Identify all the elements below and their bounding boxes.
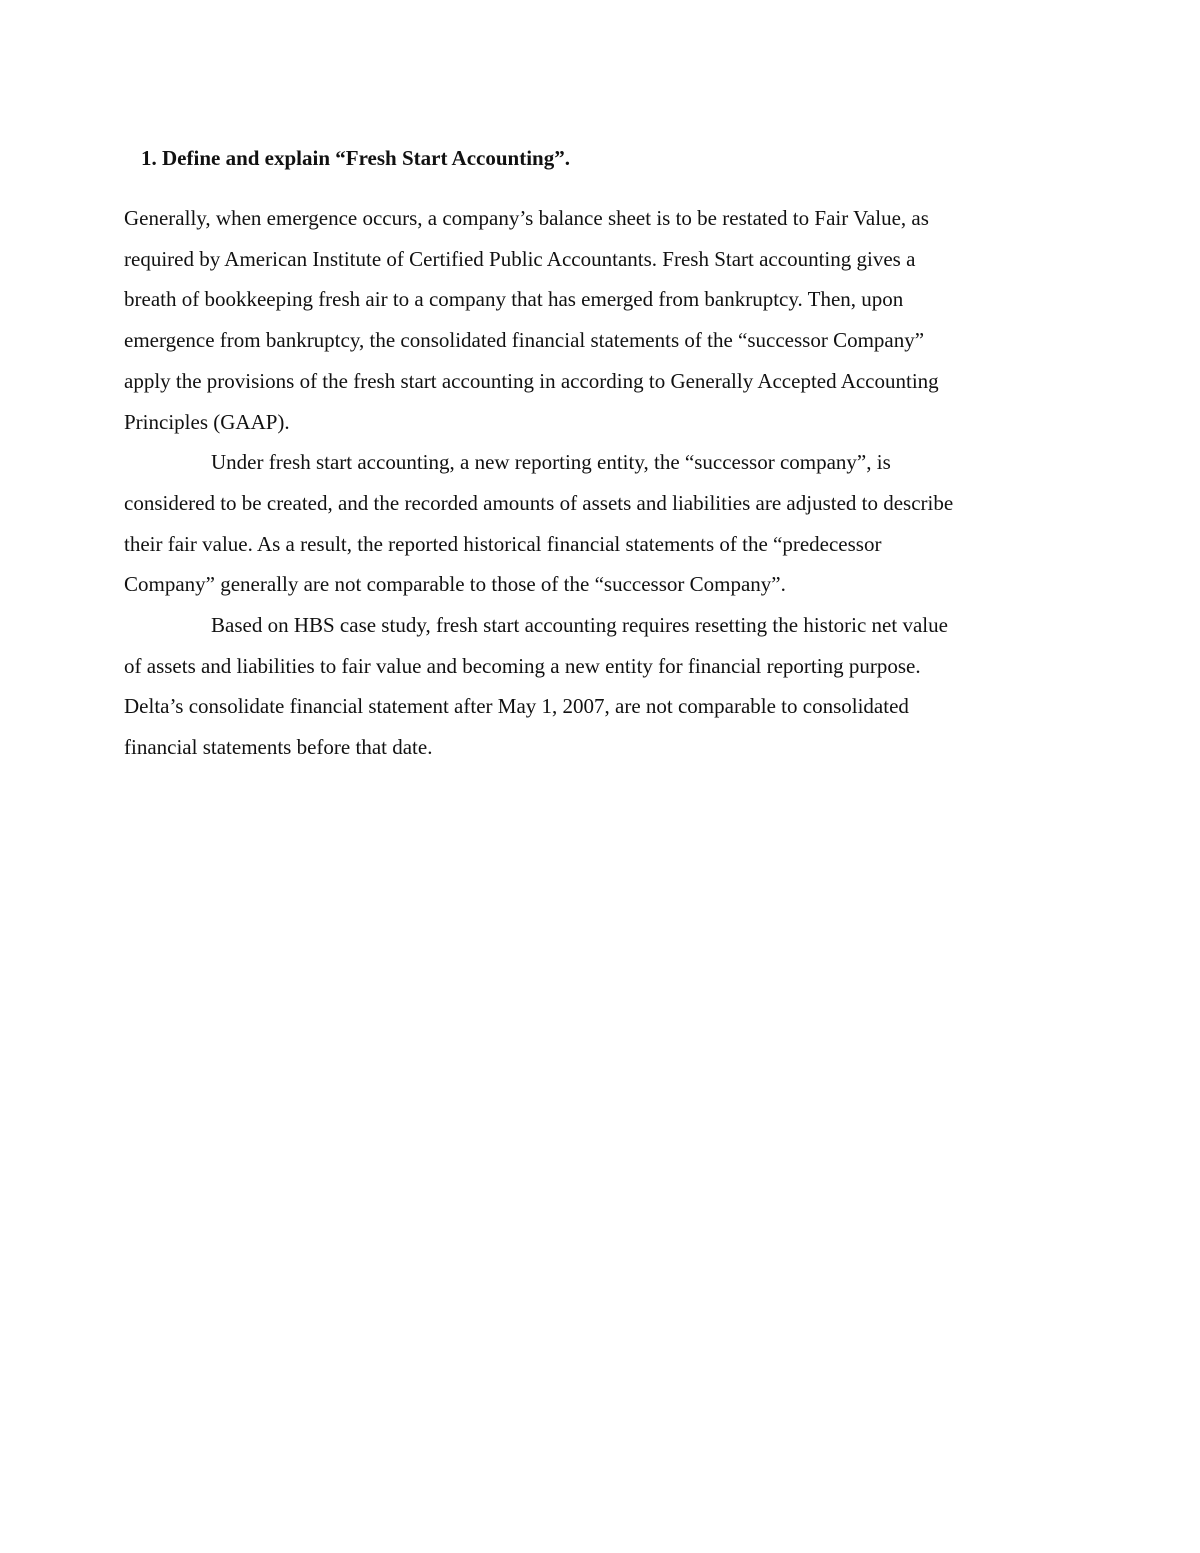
paragraph-line: their fair value. As a result, the reported historical financial statements of the “predecessor xyxy=(124,531,882,556)
paragraph-line: Company” generally are not comparable to those of the “successor Company”. xyxy=(124,572,786,597)
paragraph-2 xyxy=(124,442,1064,605)
answer-body xyxy=(124,198,1064,768)
paragraph-line: required by American Institute of Certified Public Accountants. Fresh Start accounting gives a xyxy=(124,246,916,271)
paragraph-line-indented: Under fresh start accounting, a new reporting entity, the “successor company”, is xyxy=(211,450,891,475)
paragraph-line: Generally, when emergence occurs, a company’s balance sheet is to be restated to Fair Value, as xyxy=(124,206,929,230)
paragraph-line: apply the provisions of the fresh start accounting in according to Generally Accepted Accounting xyxy=(124,368,939,393)
paragraph-line: Delta’s consolidate financial statement after May 1, 2007, are not comparable to consolidated xyxy=(124,694,909,719)
paragraph-line: of assets and liabilities to fair value and becoming a new entity for financial reporting purpose. xyxy=(124,653,921,678)
paragraph-line: considered to be created, and the recorded amounts of assets and liabilities are adjusted to describe xyxy=(124,490,954,515)
question-heading: 1. Define and explain “Fresh Start Accounting”. xyxy=(141,146,570,170)
paragraph-line: Principles (GAAP). xyxy=(124,409,290,434)
paragraph-line-indented: Based on HBS case study, fresh start accounting requires resetting the historic net value xyxy=(211,613,948,638)
paragraph-line: breath of bookkeeping fresh air to a company that has emerged from bankruptcy. Then, upon xyxy=(124,287,904,312)
paragraph-line: emergence from bankruptcy, the consolidated financial statements of the “successor Company” xyxy=(124,328,925,353)
paragraph-1 xyxy=(124,198,1064,442)
paragraph-line: financial statements before that date. xyxy=(124,735,433,760)
paragraph-3 xyxy=(124,605,1064,768)
